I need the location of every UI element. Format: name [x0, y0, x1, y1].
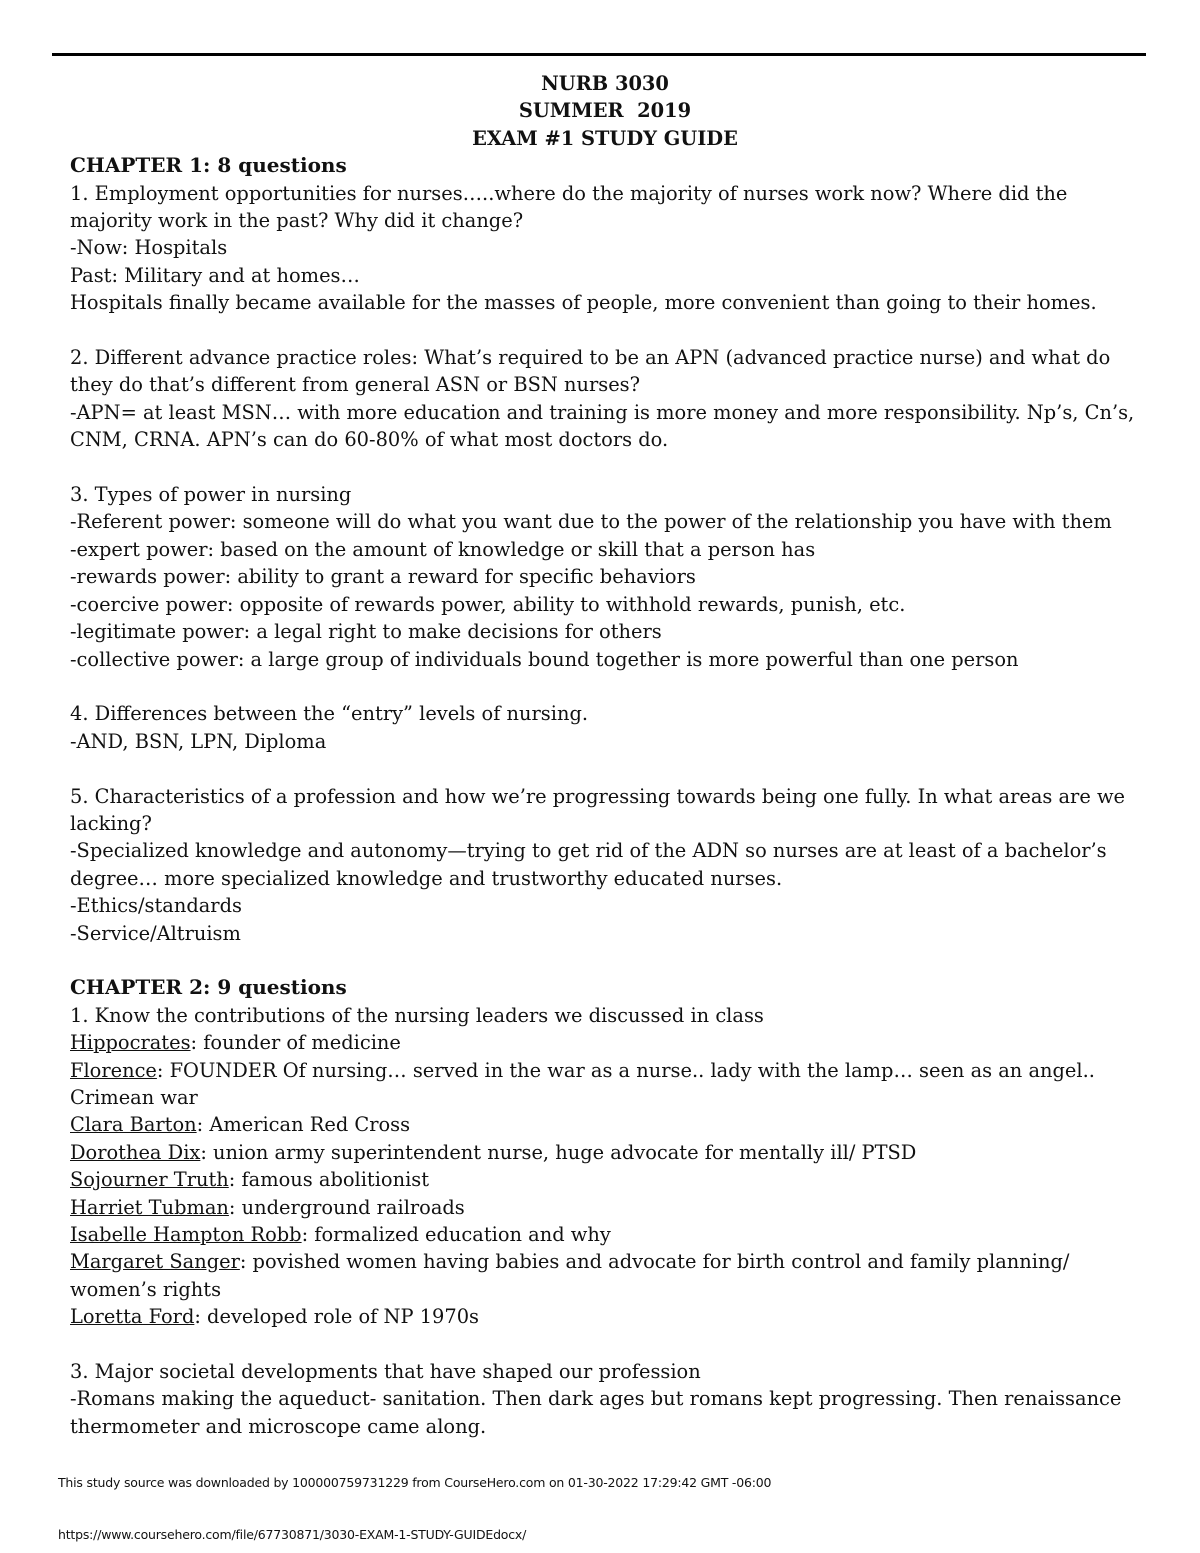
leader-desc: : formalized education and why: [301, 1222, 611, 1246]
ch1-q4-question: 4. Differences between the “entry” levels of nursing.: [70, 702, 589, 726]
ch1-q4-answer: -AND, BSN, LPN, Diploma: [70, 729, 327, 753]
ch1-q5-answer: -Specialized knowledge and autonomy—trying to get rid of the ADN so nurses are at least of a bachelor’s degree… more specialized knowledge and trustworthy educated nurses.: [70, 839, 1107, 890]
ch1-q5-answer: -Service/Altruism: [70, 921, 241, 945]
ch1-q1-question: 1. Employment opportunities for nurses…..where do the majority of nurses work now? Where did the majority work in the past? Why did it change?: [70, 181, 1068, 233]
ch2-q3-question: 3. Major societal developments that have shaped our profession: [70, 1360, 701, 1383]
leader-name: Isabelle Hampton Robb: [70, 1222, 302, 1246]
chapter-2-heading: CHAPTER 2: 9 questions: [70, 975, 347, 1000]
leader-name: Hippocrates: [70, 1031, 191, 1055]
course-code: NURB 3030: [541, 72, 669, 95]
leader-desc: : famous abolitionist: [228, 1168, 430, 1192]
leader-name: Clara Barton: [70, 1113, 197, 1137]
leader-name: Harriet Tubman: [70, 1195, 229, 1219]
ch1-q1-answer: -Now: Hospitals: [70, 236, 228, 260]
leader-desc: : povished women having babies and advocate for birth control and family planning/ women’s rights: [70, 1250, 1070, 1301]
leader-desc: : underground railroads: [228, 1195, 465, 1219]
ch1-q3-answer: -Referent power: someone will do what you want due to the power of the relationship you have with them: [70, 510, 1112, 534]
leader-entry: [70, 1248, 1140, 1303]
chapter-1-heading: CHAPTER 1: 8 questions: [70, 153, 347, 178]
leader-name: Margaret Sanger: [70, 1250, 240, 1274]
ch1-q3-answer: -collective power: a large group of individuals bound together is more powerful than one person: [70, 647, 1019, 671]
ch1-q1-answer: Hospitals finally became available for the masses of people, more convenient than going to their homes.: [70, 291, 1097, 315]
leader-desc: : developed role of NP 1970s: [194, 1305, 479, 1329]
leader-entry: [70, 1111, 1140, 1138]
ch1-q5-question: 5. Characteristics of a profession and how we’re progressing towards being one fully. In what areas are we lacking?: [70, 784, 1126, 835]
leader-desc: : founder of medicine: [190, 1031, 401, 1055]
download-source-notice: This study source was downloaded by 100000759731229 from CourseHero.com on 01-30-2022 17:29:42 GMT -06:00: [58, 1475, 772, 1490]
ch1-q3-question: 3. Types of power in nursing: [70, 483, 352, 507]
leader-entry: [70, 1303, 1140, 1330]
leader-desc: : union army superintendent nurse, huge advocate for mentally ill/ PTSD: [200, 1140, 917, 1164]
leader-desc: : American Red Cross: [196, 1113, 411, 1137]
ch1-q5-answer: -Ethics/standards: [70, 894, 242, 918]
leader-entry: [70, 1166, 1140, 1193]
leader-name: Florence: [70, 1058, 157, 1082]
document-body: [70, 70, 1140, 1440]
term: SUMMER 2019: [518, 99, 692, 123]
source-url[interactable]: https://www.coursehero.com/file/67730871/3030-EXAM-1-STUDY-GUIDEdocx/: [58, 1527, 527, 1542]
leader-entry: [70, 1057, 1140, 1112]
ch2-q3-answer: -Romans making the aqueduct- sanitation. Then dark ages but romans kept progressing. Then renaissance thermometer and microscope came along.: [70, 1387, 1122, 1438]
leader-name: Sojourner Truth: [70, 1168, 229, 1192]
leader-desc: : FOUNDER Of nursing… served in the war as a nurse.. lady with the lamp… seen as an angel.. Crimean war: [70, 1058, 1095, 1109]
ch1-q3-answer: -coercive power: opposite of rewards power, ability to withhold rewards, punish, etc.: [70, 592, 906, 616]
leader-entry: [70, 1221, 1140, 1248]
ch1-q3-answer: -expert power: based on the amount of knowledge or skill that a person has: [70, 537, 816, 561]
leader-entry: [70, 1029, 1140, 1056]
ch1-q3-answer: -rewards power: ability to grant a reward for specific behaviors: [70, 565, 696, 589]
ch1-q2-question: 2. Different advance practice roles: What’s required to be an APN (advanced practice nurse) and what do they do that’s different from general ASN or BSN nurses?: [70, 346, 1111, 397]
ch1-q1-answer: Past: Military and at homes…: [70, 263, 360, 287]
top-rule: [52, 53, 1146, 56]
ch1-q3-answer: -legitimate power: a legal right to make decisions for others: [70, 620, 662, 644]
ch2-q1-question: 1. Know the contributions of the nursing leaders we discussed in class: [70, 1003, 764, 1027]
leader-entry: [70, 1139, 1140, 1166]
leader-name: Loretta Ford: [70, 1305, 195, 1329]
document-title: EXAM #1 STUDY GUIDE: [472, 126, 738, 150]
leader-entry: [70, 1194, 1140, 1221]
ch1-q2-answer: -APN= at least MSN… with more education and training is more money and more responsibility. Np’s, Cn’s, CNM, CRNA. APN’s can do 60-80% of what most doctors do.: [70, 400, 1135, 452]
leader-name: Dorothea Dix: [70, 1140, 201, 1164]
